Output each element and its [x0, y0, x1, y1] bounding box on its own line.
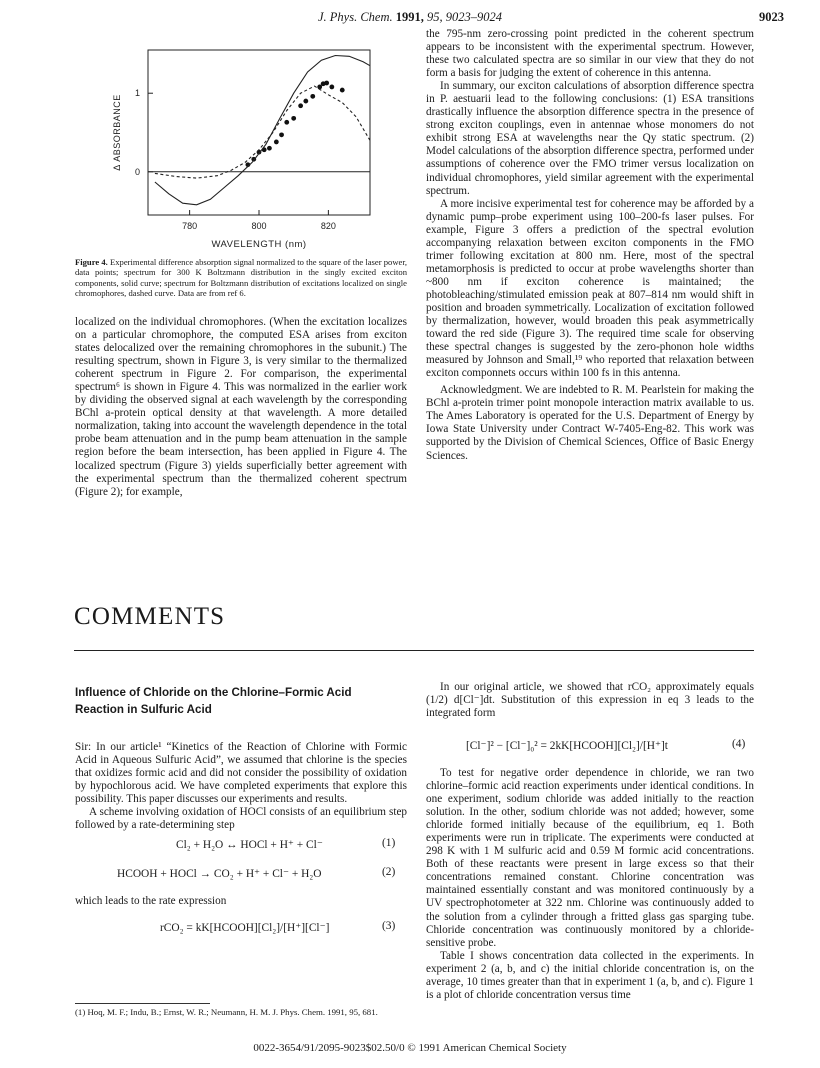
data-point	[279, 132, 284, 137]
x-axis-label: WAVELENGTH (nm)	[211, 239, 307, 250]
coherent-curve	[155, 56, 370, 205]
data-point	[274, 140, 279, 145]
figure-caption	[75, 257, 407, 299]
journal-name: J. Phys. Chem.	[317, 10, 393, 24]
figure-caption-label: Figure 4.	[75, 257, 108, 267]
page-footer: 0022-3654/91/2095-9023$02.50/0 © 1991 American Chemical Society	[253, 1042, 567, 1054]
page-number: 9023	[759, 10, 784, 24]
y-tick-label: 0	[134, 166, 140, 177]
journal-year: 1991,	[395, 10, 424, 24]
x-tick-label: 800	[251, 221, 267, 231]
equation-1: Cl₂ + H₂O ↔ HOCl + H⁺ + Cl⁻	[176, 839, 323, 851]
equation-2: HCOOH + HOCl → CO₂ + H⁺ + Cl⁻ + H₂O	[117, 868, 322, 880]
article-title	[75, 684, 375, 718]
article-title-text: Influence of Chloride on the Chlorine–Formic Acid Reaction in Sulfuric Acid	[75, 686, 352, 716]
section-divider	[74, 650, 754, 651]
equation-3: rCO₂ = kK[HCOOH][Cl₂]/[H⁺][Cl⁻]	[160, 922, 330, 934]
comment-intro-paragraph: Sir: In our article¹ “Kinetics of the Reaction of Chlorine with Formic Acid in Aqueous Sulfuric Acid”, we assumed that chlorine is the species that oxidizes formic acid and did not consider the possibility of oxidation by hypochlorous acid. We have completed experiments that explore this possibility. This paper discusses our experiments and results.	[75, 741, 407, 806]
data-point	[298, 103, 303, 108]
left-body-paragraph: localized on the individual chromophores. (When the excitation localizes on a particular chromophore, the computed ESA arises from exciton states delocalized over the remaining chromophores in the subunit.) The resulting spectrum, shown in Figure 3, is very similar to the thermalized coherent spectrum in Figure 2. For comparison, the experimental spectrum⁶ is shown in Figure 4. This was normalized in the earlier work by dividing the observed signal at each wavelength by the corresponding BChl a-protein optical density at that wavelength. A more detailed normalization, taking into account the wavelength dependence in the total probe beam attenuation and in the pump beam attenuation in the sample region before the beam intersection, has been applied in Figure 4. The localized spectrum (Figure 3) yields superficially better agreement with the experimental spectrum than the thermalized coherent spectrum (Figure 2); for example,	[75, 316, 407, 498]
y-tick-label: 1	[134, 88, 140, 99]
journal-volume: 95,	[427, 10, 443, 24]
equation-4-number: (4)	[732, 738, 746, 750]
localized-curve	[155, 86, 370, 178]
comment-right-paragraph-1: In our original article, we showed that rCO₂ approximately equals (1/2) d[Cl⁻]dt. Substitution of this expression in eq 3 leads to the integrated form	[426, 681, 754, 720]
journal-pages: 9023–9024	[445, 10, 502, 24]
equation-4: [Cl⁻]² − [Cl⁻]₀² = 2kK[HCOOH][Cl₂]/[H⁺]t	[466, 740, 668, 752]
data-point	[324, 81, 329, 86]
comment-left-column	[75, 741, 407, 832]
rate-expression-lead: which leads to the rate expression	[75, 895, 227, 907]
running-header	[0, 10, 820, 25]
comments-section-title: COMMENTS	[74, 603, 226, 630]
right-paragraph-1: the 795-nm zero-crossing point predicted in the coherent spectrum appears to be inconsistent with the experimental spectrum. However, these two calculated spectra are so similar in our view that they do not form a basis for judging the extent of coherence in this antenna.	[426, 28, 754, 80]
equation-3-number: (3)	[382, 920, 396, 932]
x-tick-label: 820	[320, 221, 336, 231]
figure-caption-text: Experimental difference absorption signal normalized to the square of the laser power, data points; spectrum for 300 K Boltzmann distribution in the singly excited exciton components, solid curve; spectrum for Boltzmann distribution of excitations localized on single chromophores, dashed curve. Data are from ref 6.	[75, 257, 408, 299]
comment-right-column-body	[426, 767, 754, 1002]
right-paragraph-3: A more incisive experimental test for coherence may be afforded by a dynamic pump–probe experiment using 100–200-fs laser pulses. For example, Figure 3 offers a prediction of the spectral evolution accompanying relaxation between exciton components in the FMO trimer following excitation at 800 nm. Here, most of the spectral metamorphosis is predicted to occur at probe wavelengths shorter than ~800 nm if exciton coherence is maintained; the photobleaching/stimulated emission peak at 807–814 nm would shift in position and broaden symmetrically. Localization of excitation followed by thermalization, however, would broaden this peak asymmetrically toward the red side (Figure 3). The required time scale for observing these spectral changes is suggested by the zero-phonon hole widths measured by Johnson and Small,¹⁹ who reported that relaxation between exciton componnets occurs within 100 fs in this antenna.	[426, 197, 754, 380]
x-tick-label: 780	[182, 221, 198, 231]
right-paragraph-2: In summary, our exciton calculations of absorption difference spectra in P. aestuarii lead to the following conclusions: (1) ESA transitions drastically influence the absorption difference spectra in the presence of strong exciton couplings, even in antennae whose monomers do not exhibit strong ESA at wavelengths near the Qy static spectrum. (2) Model calculations of the absorption difference spectra, performed under assumptions of coherence over the FMO trimer versus localization on individual chromophores, yield similar agreement with the experimental spectrum.	[426, 80, 754, 197]
comment-scheme-paragraph: A scheme involving oxidation of HOCl consists of an equilibrium step followed by a rate-determining step	[75, 806, 407, 832]
footnote-rule	[75, 1003, 210, 1004]
equation-2-number: (2)	[382, 866, 396, 878]
data-point	[310, 94, 315, 99]
data-point	[340, 88, 345, 93]
comment-right-paragraph-2: To test for negative order dependence in chloride, we ran two chlorine–formic acid reaction experiments under identical conditions. In one experiment, sodium chloride was added initially to the reaction solution. In the other, sodium chloride was not added; however, some chloride formed initially because of the equilibrium, eq 1. Both experiments were run in triplicate. The experiments were conducted at 298 K with 1 M sulfuric acid and 0.59 M formic acid concentrations. Both of these reactants were present in large excess so that their concentrations remained constant. Chlorine concentration was maintained essentially constant and was monitored continuously by a UV spectrophotometer at 322 nm. Chlorine was continuously added to the solution from a cylinder through a fritted glass gas sparging tube. Chloride concentration was continuously monitored by a chloride-sensitive probe.	[426, 767, 754, 949]
data-point	[303, 99, 308, 104]
equation-1-number: (1)	[382, 837, 396, 849]
y-axis-label: Δ ABSORBANCE	[112, 94, 122, 171]
data-point	[291, 116, 296, 121]
figure-4-chart	[80, 40, 400, 252]
comment-right-paragraph-3: Table I shows concentration data collected in the experiments. In experiment 2 (a, b, and c) the initial chloride concentration is, on the average, 10 times greater than that in experiment 1 (a, b, and c). Figure 1 is a plot of chloride concentration versus time	[426, 949, 754, 1001]
comment-right-column	[426, 681, 754, 720]
footnote: (1) Hoq, M. F.; Indu, B.; Ernst, W. R.; Neumann, H. M. J. Phys. Chem. 1991, 95, 681.	[75, 1007, 378, 1017]
data-point	[267, 146, 272, 151]
data-point	[329, 85, 334, 90]
right-column	[426, 28, 754, 463]
chart-frame	[148, 50, 370, 215]
acknowledgment-paragraph: Acknowledgment. We are indebted to R. M. Pearlstein for making the BChl a-protein trimer point monopole interaction matrix available to us. The Ames Laboratory is operated for the U.S. Department of Energy by Iowa State University under Contract W-7405-Eng-82. This work was supported by the Division of Chemical Sciences, Office of Basic Energy Sciences.	[426, 384, 754, 462]
data-point	[284, 120, 289, 125]
